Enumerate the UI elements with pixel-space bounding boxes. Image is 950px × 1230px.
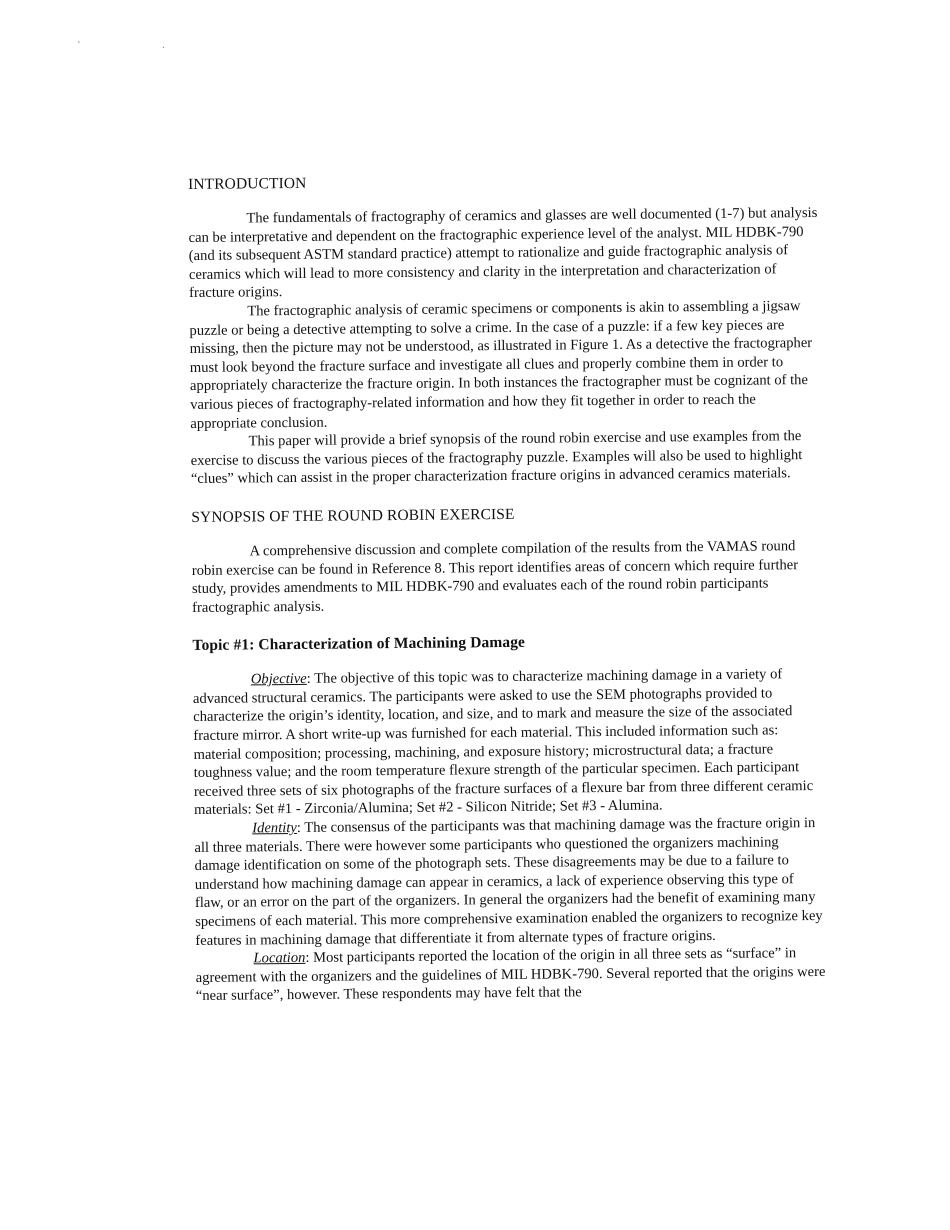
scan-marks: ' . xyxy=(78,40,205,51)
introduction-paragraph-1: The fundamentals of fractography of ceramics and glasses are well documented (1-7) but analysis can be interpretative and dependent on the fractographic experience level of the analyst. MIL HDBK-790 (and its subsequent ASTM standard practice) attempt to rationalize and guide fractographic analysis of ceramics which will lead to more consistency and clarity in the interpretation and characterization of fracture origins. xyxy=(188,204,818,302)
synopsis-heading: SYNOPSIS OF THE ROUND ROBIN EXERCISE xyxy=(191,505,515,526)
introduction-heading: INTRODUCTION xyxy=(188,174,307,193)
objective-text: : The objective of this topic was to characterize machining damage in a variety of advanced structural ceramics. The participants were asked to use the SEM photographs provided to characterize the origin’s identity, location, and size, and to mark and measure the size of the associated fracture mirror. A short write-up was furnished for each material. This included information such as: material composition; processing, machining, and exposure history; microstructural data; a fracture toughness value; and the room temperature flexure strength of the particular specimen. Each participant received three sets of six photographs of the fracture surfaces of a flexure bar from three different ceramic materials: Set #1 - Zirconia/Alumina; Set #2 - Silicon Nitride; Set #3 - Alumina. xyxy=(192,666,814,819)
objective-label: Objective xyxy=(250,671,307,688)
topic1-objective-paragraph xyxy=(193,665,824,820)
synopsis-paragraph-1: A comprehensive discussion and complete compilation of the results from the VAMAS round robin exercise can be found in Reference 8. This report identifies areas of concern which require further study, provides amendments to MIL HDBK-790 and evaluates each of the round robin participants fractographic analysis. xyxy=(191,538,799,616)
document-body xyxy=(188,170,826,1006)
location-label: Location xyxy=(253,950,306,967)
introduction-paragraph-3: This paper will provide a brief synopsis of the round robin exercise and use examples from the exercise to discuss the various pieces of the fractography puzzle. Examples will also be used to highlight “clues” which can assist in the proper characterization fracture origins in advanced ceramics materials. xyxy=(190,428,803,488)
location-text: : Most participants reported the location of the origin in all three sets as “surface” in agreement with the organizers and the guidelines of MIL HDBK-790. Several reported that the origins were “near surface”, however. These respondents may have felt that the xyxy=(195,945,826,1005)
identity-text: : The consensus of the participants was that machining damage was the fracture origin in all three materials. There were however some participants who questioned the organizers machining damage identification on some of the photograph sets. These disagreements may be due to a failure to understand how machining damage can appear in ceramics, a lack of experience observing this type of flaw, or an error on the part of the organizers. In general the organizers had the benefit of examining many specimens of each material. This more comprehensive examination enabled the organizers to recognize key features in machining damage that differentiate it from alternate types of fracture origins. xyxy=(194,815,823,949)
topic1-location-paragraph xyxy=(195,944,826,1006)
introduction-paragraph-2: The fractographic analysis of ceramic specimens or components is akin to assembling a jigsaw puzzle or being a detective attempting to solve a crime. In the case of a puzzle: if a few key pieces are missing, then the picture may not be understood, as illustrated in Figure 1. As a detective the fractographer must look beyond the fracture surface and investigate all clues and properly combine them in order to appropriately characterize the fracture origin. In both instances the fractographer must be cognizant of the various pieces of fractography-related information and how they fit together in order to reach the appropriate conclusion. xyxy=(189,298,813,432)
topic1-heading: Topic #1: Characterization of Machining Damage xyxy=(192,634,526,655)
identity-label: Identity xyxy=(252,820,297,837)
topic1-identity-paragraph xyxy=(194,814,825,950)
